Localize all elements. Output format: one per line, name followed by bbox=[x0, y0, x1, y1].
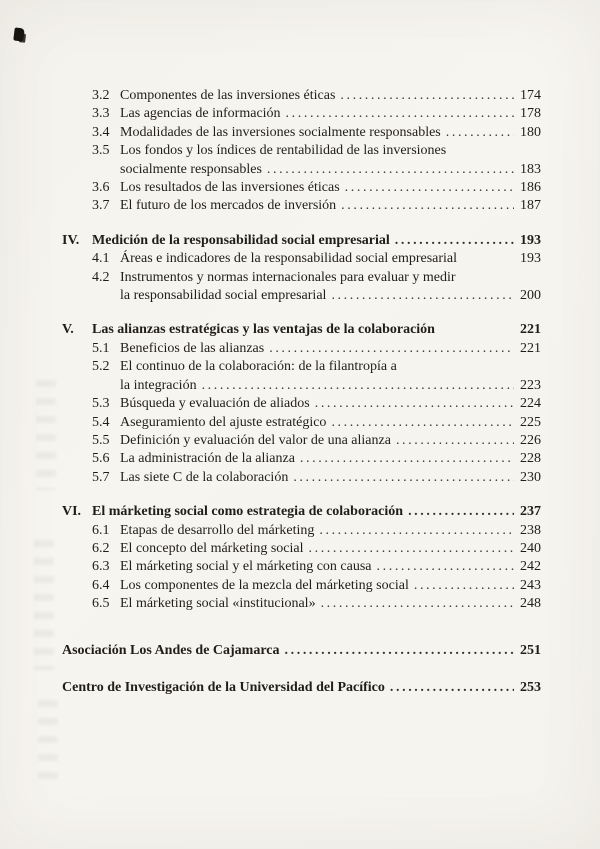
dot-leader bbox=[293, 469, 514, 487]
toc-entry-title-block bbox=[120, 142, 541, 179]
toc-entry-line bbox=[120, 522, 541, 540]
toc-entry-title: Medición de la responsabilidad social empresarial bbox=[92, 232, 390, 248]
toc-entry-number: IV. bbox=[62, 232, 80, 248]
toc-entry-line bbox=[120, 87, 541, 105]
toc-entry-number: 4.1 bbox=[92, 251, 110, 267]
toc-entry-page-number: 186 bbox=[520, 180, 541, 196]
toc-entry-title: Las siete C de la colaboración bbox=[120, 469, 289, 485]
toc-entry bbox=[92, 87, 541, 105]
toc-entry-number: 6.4 bbox=[92, 577, 110, 593]
toc-entry-number: 3.2 bbox=[92, 88, 110, 103]
toc-entry-page-number: 174 bbox=[520, 88, 541, 103]
toc-entry-number: 6.1 bbox=[92, 522, 110, 538]
toc-entry-title-block bbox=[120, 577, 541, 595]
bleed-through-artifact bbox=[38, 700, 58, 790]
table-of-contents bbox=[62, 87, 541, 697]
toc-entry-line bbox=[92, 232, 541, 250]
toc-entry-title: Beneficios de las alianzas bbox=[120, 340, 265, 356]
toc-entry-line bbox=[120, 124, 541, 142]
toc-entry bbox=[92, 197, 541, 215]
toc-entry-page-number: 221 bbox=[520, 340, 541, 356]
toc-entry-title: Asociación Los Andes de Cajamarca bbox=[62, 642, 280, 658]
toc-entry-title-block bbox=[120, 469, 541, 487]
toc-entry-line bbox=[120, 540, 541, 558]
toc-entry bbox=[92, 577, 541, 595]
toc-entry-page-number: 180 bbox=[520, 124, 541, 140]
toc-group bbox=[62, 503, 541, 613]
toc-entry-title: la responsabilidad social empresarial bbox=[120, 288, 327, 304]
toc-entry-number: 5.2 bbox=[92, 359, 110, 375]
toc-entry-number: 3.3 bbox=[92, 106, 110, 122]
toc-entry-title-block bbox=[62, 642, 541, 660]
bleed-through-artifact bbox=[36, 380, 56, 490]
dot-leader bbox=[340, 87, 514, 105]
toc-entry-number: 3.7 bbox=[92, 198, 110, 214]
toc-entry-page-number: 251 bbox=[520, 642, 541, 658]
toc-entry-title-block bbox=[120, 250, 541, 268]
dot-leader bbox=[408, 503, 514, 521]
toc-entry-title: El márketing social como estrategia de colaboración bbox=[92, 504, 404, 520]
toc-entry-title: El márketing social «institucional» bbox=[120, 596, 316, 612]
toc-entry-title: Los componentes de la mezcla del márketing social bbox=[120, 577, 409, 593]
toc-group bbox=[62, 232, 541, 306]
toc-entry-page-number: 238 bbox=[520, 522, 541, 538]
toc-entry-page-number: 193 bbox=[520, 251, 541, 267]
toc-entry-title-block bbox=[120, 124, 541, 142]
toc-entry bbox=[92, 395, 541, 413]
dot-leader bbox=[341, 197, 514, 215]
toc-entry-number: 3.5 bbox=[92, 143, 110, 159]
toc-entry-title-block bbox=[92, 232, 541, 250]
dot-leader bbox=[285, 642, 514, 660]
toc-entry bbox=[92, 450, 541, 468]
toc-entry-title: Centro de Investigación de la Universidad del Pacífico bbox=[62, 679, 385, 695]
toc-entry-line bbox=[120, 432, 541, 450]
toc-entry-line bbox=[120, 250, 541, 268]
dot-leader bbox=[286, 105, 514, 123]
toc-entry-number: 6.3 bbox=[92, 559, 110, 575]
dot-leader bbox=[269, 340, 514, 358]
toc-entry bbox=[92, 595, 541, 613]
toc-entry-title-block bbox=[120, 269, 541, 306]
toc-entry-page-number: 242 bbox=[520, 559, 541, 575]
toc-entry bbox=[92, 179, 541, 197]
toc-entry-line bbox=[62, 679, 541, 697]
toc-entry bbox=[92, 469, 541, 487]
toc-entry-title: la integración bbox=[120, 377, 197, 393]
dot-leader bbox=[267, 161, 514, 179]
dot-leader bbox=[331, 287, 514, 305]
dot-leader bbox=[300, 450, 514, 468]
toc-entry-line bbox=[120, 469, 541, 487]
toc-entry-title-block bbox=[120, 595, 541, 613]
toc-entry-line: El continuo de la colaboración: de la filantropía a bbox=[120, 359, 397, 375]
toc-entry-title: Las agencias de información bbox=[120, 106, 281, 122]
dot-leader bbox=[446, 124, 514, 142]
toc-entry-line bbox=[120, 340, 541, 358]
toc-group bbox=[62, 87, 541, 216]
toc-entry-title-block bbox=[120, 395, 541, 413]
toc-entry bbox=[62, 503, 541, 521]
toc-entry-line: Los fondos y los índices de rentabilidad de las inversiones bbox=[120, 143, 447, 159]
toc-entry-page-number: 240 bbox=[520, 540, 541, 556]
toc-entry-line bbox=[120, 287, 541, 305]
toc-entry-title-block bbox=[120, 540, 541, 558]
dot-leader bbox=[396, 432, 514, 450]
toc-entry-line bbox=[120, 105, 541, 123]
dot-leader bbox=[377, 558, 514, 576]
toc-group bbox=[62, 679, 541, 697]
toc-entry-number: V. bbox=[62, 322, 74, 338]
dot-leader bbox=[395, 232, 514, 250]
toc-entry-title-block bbox=[120, 432, 541, 450]
toc-entry-number: 3.4 bbox=[92, 124, 110, 140]
dot-leader bbox=[414, 577, 514, 595]
toc-entry bbox=[92, 540, 541, 558]
toc-entry bbox=[92, 432, 541, 450]
toc-entry-title: La administración de la alianza bbox=[120, 451, 295, 467]
toc-entry bbox=[92, 558, 541, 576]
ink-smudge-artifact bbox=[13, 27, 25, 41]
toc-entry-number: 4.2 bbox=[92, 269, 110, 285]
dot-leader bbox=[315, 395, 514, 413]
toc-entry-page-number: 243 bbox=[520, 577, 541, 593]
toc-entry-title: Áreas e indicadores de la responsabilidad social empresarial bbox=[120, 251, 458, 267]
toc-entry-title-block bbox=[120, 414, 541, 432]
toc-entry-page-number: 226 bbox=[520, 432, 541, 448]
toc-entry-line bbox=[120, 377, 541, 395]
toc-entry-line bbox=[62, 642, 541, 660]
toc-entry-title-block bbox=[120, 105, 541, 123]
toc-entry-page-number: 253 bbox=[520, 679, 541, 695]
dot-leader bbox=[202, 377, 514, 395]
toc-entry bbox=[92, 414, 541, 432]
toc-entry-line bbox=[120, 450, 541, 468]
toc-entry bbox=[92, 522, 541, 540]
toc-entry-line bbox=[120, 197, 541, 215]
toc-entry bbox=[62, 321, 541, 339]
toc-entry-title: El márketing social y el márketing con causa bbox=[120, 559, 372, 575]
toc-entry-title-block bbox=[120, 450, 541, 468]
toc-entry-number: 6.5 bbox=[92, 596, 110, 612]
toc-entry-line bbox=[120, 395, 541, 413]
toc-entry-title: Aseguramiento del ajuste estratégico bbox=[120, 414, 327, 430]
toc-entry-title: Modalidades de las inversiones socialmente responsables bbox=[120, 124, 441, 140]
toc-entry bbox=[92, 142, 541, 179]
toc-entry-title: socialmente responsables bbox=[120, 161, 262, 177]
toc-entry-line bbox=[120, 558, 541, 576]
toc-entry-title-block bbox=[120, 179, 541, 197]
toc-entry-page-number: 248 bbox=[520, 596, 541, 612]
toc-entry-page-number: 223 bbox=[520, 377, 541, 393]
toc-entry-line bbox=[92, 503, 541, 521]
toc-entry-number: 5.6 bbox=[92, 451, 110, 467]
toc-entry bbox=[62, 679, 541, 697]
dot-leader bbox=[345, 179, 514, 197]
toc-entry-number: VI. bbox=[62, 504, 82, 520]
toc-entry-title-block bbox=[120, 340, 541, 358]
toc-entry-number: 6.2 bbox=[92, 540, 110, 556]
toc-entry-line bbox=[120, 161, 541, 179]
dot-leader bbox=[390, 679, 514, 697]
dot-leader bbox=[309, 540, 515, 558]
toc-entry bbox=[92, 105, 541, 123]
toc-entry-title-block bbox=[92, 503, 541, 521]
toc-entry-title-block bbox=[120, 522, 541, 540]
toc-entry-page-number: 225 bbox=[520, 414, 541, 430]
toc-entry bbox=[92, 250, 541, 268]
dot-leader bbox=[319, 522, 514, 540]
toc-entry-line bbox=[120, 577, 541, 595]
toc-entry-title: El concepto del márketing social bbox=[120, 540, 304, 556]
toc-entry-title-block bbox=[120, 87, 541, 105]
toc-entry bbox=[92, 340, 541, 358]
toc-entry-page-number: 200 bbox=[520, 288, 541, 304]
toc-entry-title: El futuro de los mercados de inversión bbox=[120, 198, 337, 214]
bleed-through-artifact bbox=[34, 540, 54, 670]
toc-entry-page-number: 193 bbox=[520, 232, 541, 248]
toc-entry bbox=[92, 269, 541, 306]
toc-entry-title: Etapas de desarrollo del márketing bbox=[120, 522, 315, 538]
toc-entry-number: 5.1 bbox=[92, 340, 110, 356]
toc-entry-number: 5.4 bbox=[92, 414, 110, 430]
toc-entry-number: 5.3 bbox=[92, 396, 110, 412]
toc-entry-line: Instrumentos y normas internacionales para evaluar y medir bbox=[120, 269, 456, 285]
toc-group bbox=[62, 321, 541, 487]
toc-entry-page-number: 221 bbox=[520, 322, 541, 338]
toc-entry-title-block bbox=[120, 358, 541, 395]
toc-entry-page-number: 237 bbox=[520, 504, 541, 520]
toc-entry-page-number: 183 bbox=[520, 161, 541, 177]
toc-entry-page-number: 178 bbox=[520, 106, 541, 122]
toc-entry bbox=[62, 642, 541, 660]
toc-entry-line bbox=[120, 414, 541, 432]
toc-entry-title: Búsqueda y evaluación de aliados bbox=[120, 396, 310, 412]
toc-entry-number: 5.5 bbox=[92, 432, 110, 448]
toc-entry-title-block bbox=[120, 558, 541, 576]
toc-entry-title-block bbox=[62, 679, 541, 697]
toc-entry-title-block bbox=[92, 321, 541, 339]
toc-entry-title: Definición y evaluación del valor de una alianza bbox=[120, 432, 391, 448]
toc-entry-line bbox=[120, 179, 541, 197]
toc-entry-page-number: 230 bbox=[520, 469, 541, 485]
dot-leader bbox=[331, 414, 514, 432]
dot-leader bbox=[321, 595, 514, 613]
toc-entry-title: Componentes de las inversiones éticas bbox=[120, 88, 336, 103]
toc-entry-page-number: 224 bbox=[520, 396, 541, 412]
toc-entry bbox=[62, 232, 541, 250]
toc-entry-page-number: 228 bbox=[520, 451, 541, 467]
toc-entry-number: 3.6 bbox=[92, 180, 110, 196]
toc-entry-title: Los resultados de las inversiones éticas bbox=[120, 180, 340, 196]
toc-entry bbox=[92, 358, 541, 395]
toc-entry-title: Las alianzas estratégicas y las ventajas de la colaboración bbox=[92, 322, 435, 338]
toc-entry-page-number: 187 bbox=[520, 198, 541, 214]
toc-entry-line bbox=[120, 595, 541, 613]
toc-entry-number: 5.7 bbox=[92, 469, 110, 485]
toc-entry-title-block bbox=[120, 197, 541, 215]
toc-entry bbox=[92, 124, 541, 142]
toc-entry-line bbox=[92, 321, 541, 339]
toc-group bbox=[62, 642, 541, 660]
